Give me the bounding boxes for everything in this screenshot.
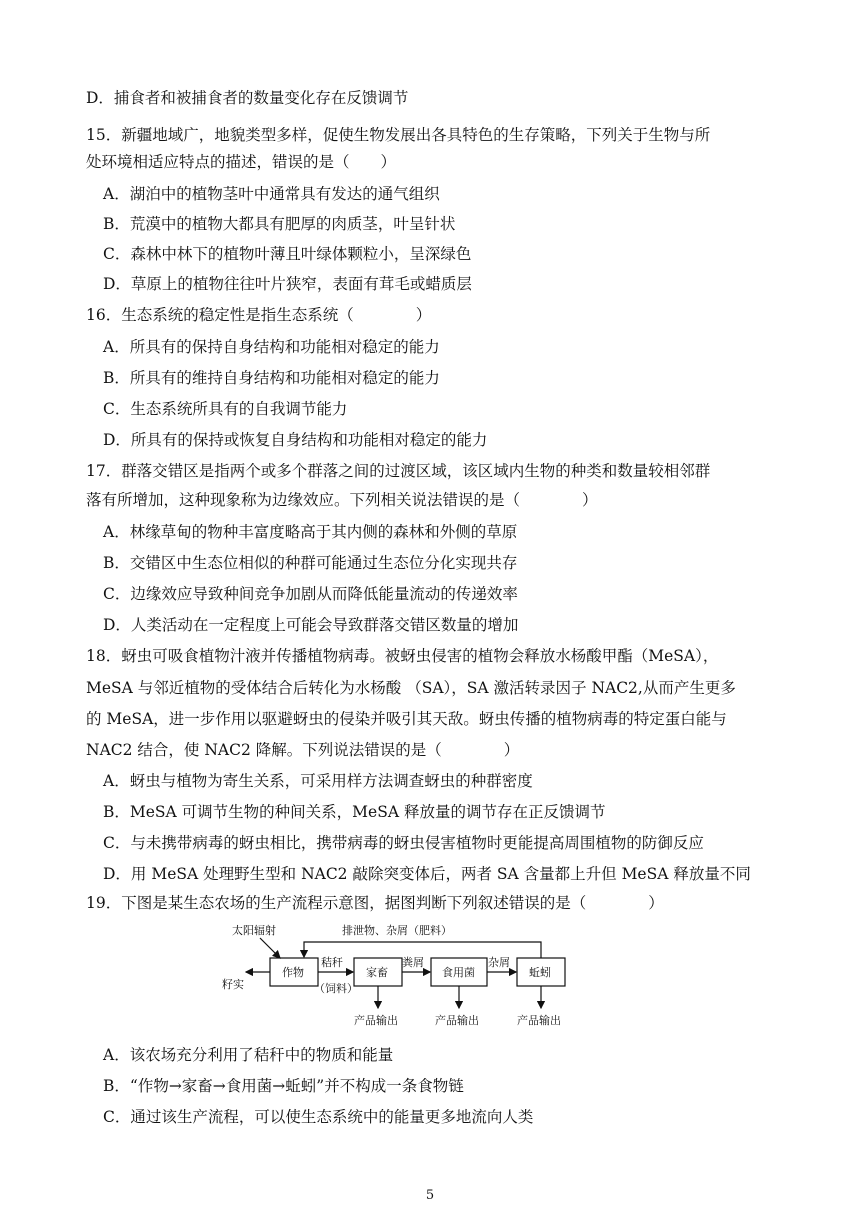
q18-option-b: B．MeSA 可调节生物的种间关系，MeSA 释放量的调节存在正反馈调节 <box>103 803 606 821</box>
q17-stem-cont: 落有所增加，这种现象称为边缘效应。下列相关说法错误的是（ ） <box>86 491 598 509</box>
q16-option-b: B．所具有的维持自身结构和功能相对稳定的能力 <box>103 369 440 387</box>
manure-label: 粪屑 <box>402 956 424 969</box>
q18-option-a: A．蚜虫与植物为寄生关系，可采用样方法调查蚜虫的种群密度 <box>103 772 533 790</box>
q18-stem-cont-2: 的 MeSA，进一步作用以驱避蚜虫的侵染并吸引其天敌。蚜虫传播的植物病毒的特定蛋白能与 <box>86 710 727 728</box>
fertilizer-label: 排泄物、杂屑（肥料） <box>342 924 452 937</box>
q17-option-a: A．林缘草甸的物种丰富度略高于其内侧的森林和外侧的草原 <box>103 523 518 541</box>
livestock-label: 家畜 <box>366 966 388 979</box>
q17-option-d: D．人类活动在一定程度上可能会导致群落交错区数量的增加 <box>103 616 519 634</box>
q19-option-a: A．该农场充分利用了秸秆中的物质和能量 <box>103 1046 394 1064</box>
q18-stem: 18．蚜虫可吸食植物汁液并传播植物病毒。被蚜虫侵害的植物会释放水杨酸甲酯（MeSA）， <box>86 647 719 665</box>
q17-stem: 17．群落交错区是指两个或多个群落之间的过渡区域，该区域内生物的种类和数量较相邻群 <box>86 462 711 480</box>
fodder-label: （饲料） <box>314 982 358 995</box>
q18-stem-cont-3: NAC2 结合，使 NAC2 降解。下列说法错误的是（ ） <box>86 741 520 759</box>
output-label-earthworm: 产品输出 <box>517 1014 561 1027</box>
q18-option-c: C．与未携带病毒的蚜虫相比，携带病毒的蚜虫侵害植物时更能提高周围植物的防御反应 <box>103 834 704 852</box>
debris-label: 杂屑 <box>488 956 510 969</box>
q19-option-b: B．“作物→家畜→食用菌→蚯蚓”并不构成一条食物链 <box>103 1077 464 1095</box>
q16-option-d: D．所具有的保持或恢复自身结构和功能相对稳定的能力 <box>103 431 488 449</box>
page-number: 5 <box>425 1188 435 1203</box>
output-label-fungus: 产品输出 <box>435 1014 479 1027</box>
q15-option-a: A．湖泊中的植物茎叶中通常具有发达的通气组织 <box>103 185 440 203</box>
q16-option-c: C．生态系统所具有的自我调节能力 <box>103 400 348 418</box>
q17-option-b: B．交错区中生态位相似的种群可能通过生态位分化实现共存 <box>103 554 518 572</box>
q15-stem: 15．新疆地域广，地貌类型多样，促使生物发展出各具特色的生存策略，下列关于生物与所 <box>86 126 711 144</box>
q15-option-b: B．荒漠中的植物大都具有肥厚的肉质茎，叶呈针状 <box>103 215 456 233</box>
q14-option-d: D．捕食者和被捕食者的数量变化存在反馈调节 <box>86 89 409 107</box>
sun-label: 太阳辐射 <box>232 924 276 937</box>
straw-label: 秸秆 <box>321 956 343 969</box>
crop-label: 作物 <box>282 966 304 979</box>
q15-option-c: C．森林中林下的植物叶薄且叶绿体颗粒小，呈深绿色 <box>103 245 472 263</box>
q19-option-c: C．通过该生产流程，可以使生态系统中的能量更多地流向人类 <box>103 1108 534 1126</box>
farm-flow-diagram <box>220 920 580 1030</box>
sun-arrow <box>260 938 280 958</box>
seed-label: 籽实 <box>222 978 244 991</box>
earthworm-label: 蚯蚓 <box>529 966 551 979</box>
q17-option-c: C．边缘效应导致种间竞争加剧从而降低能量流动的传递效率 <box>103 585 518 603</box>
q15-stem-cont: 处环境相适应特点的描述，错误的是（ ） <box>86 153 397 171</box>
q15-option-d: D．草原上的植物往往叶片狭窄，表面有茸毛或蜡质层 <box>103 275 472 293</box>
q18-stem-cont-1: MeSA 与邻近植物的受体结合后转化为水杨酸 （SA），SA 激活转录因子 NAC2,从而产生更多 <box>86 679 736 697</box>
q18-option-d: D．用 MeSA 处理野生型和 NAC2 敲除突变体后，两者 SA 含量都上升但 MeSA 释放量不同 <box>103 865 751 883</box>
q16-option-a: A．所具有的保持自身结构和功能相对稳定的能力 <box>103 338 440 356</box>
output-label-livestock: 产品输出 <box>354 1014 398 1027</box>
fungus-label: 食用菌 <box>442 966 475 979</box>
q16-stem: 16．生态系统的稳定性是指生态系统（ ） <box>86 306 432 324</box>
q19-stem: 19．下图是某生态农场的生产流程示意图，据图判断下列叙述错误的是（ ） <box>86 894 664 912</box>
